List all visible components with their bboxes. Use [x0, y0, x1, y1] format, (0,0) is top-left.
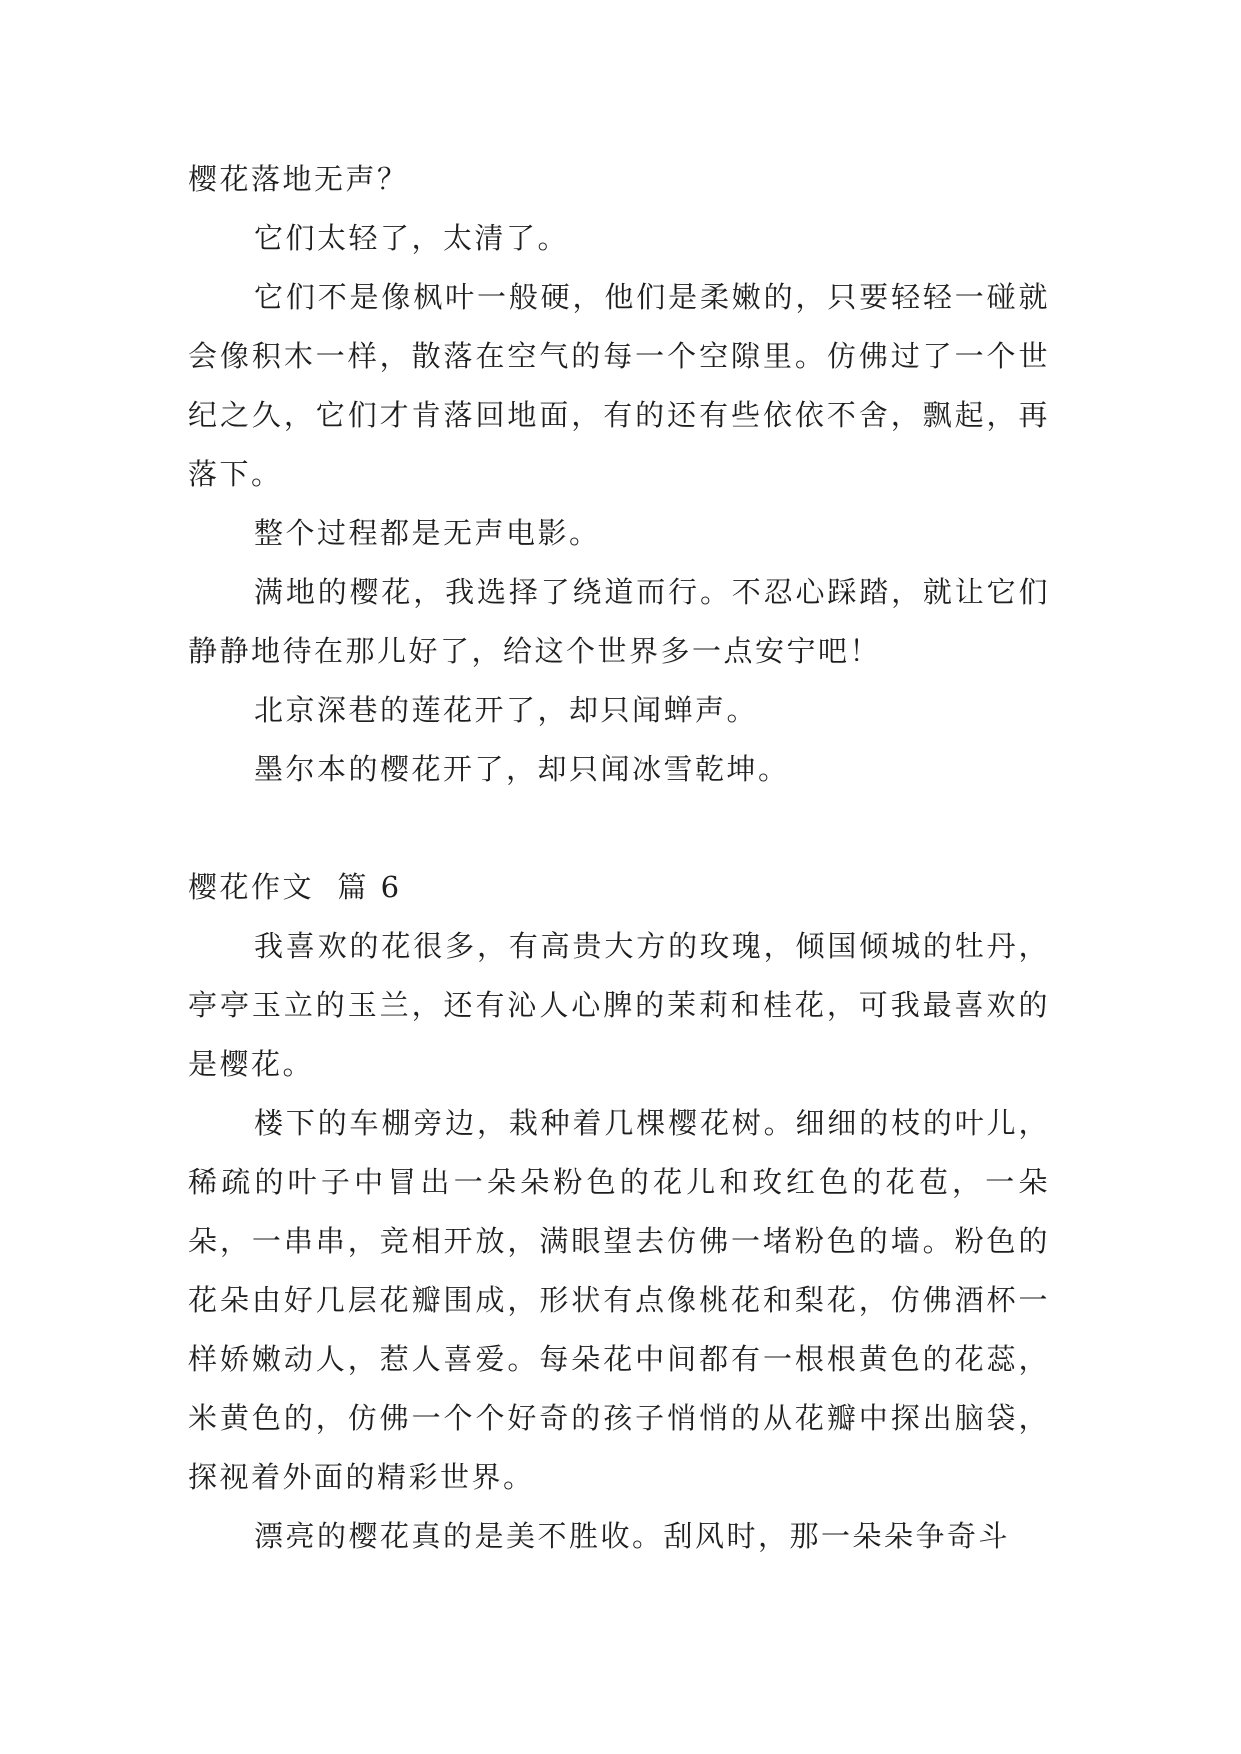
paragraph: 整个过程都是无声电影。	[254, 516, 601, 550]
paragraph: 北京深巷的莲花开了，却只闻蝉声。	[254, 693, 759, 727]
document-page	[188, 150, 1050, 1566]
section-heading: 樱花作文 篇 6	[188, 870, 402, 904]
opening-line: 樱花落地无声？	[188, 162, 409, 196]
paragraph: 墨尔本的樱花开了，却只闻冰雪乾坤。	[254, 752, 790, 786]
paragraph: 楼下的车棚旁边，栽种着几棵樱花树。细细的枝的叶儿，稀疏的叶子中冒出一朵朵粉色的花儿和玫红色的花苞，一朵朵，一串串，竞相开放，满眼望去仿佛一堵粉色的墙。粉色的花朵由好几层花瓣围成，形状有点像桃花和梨花，仿佛酒杯一样娇嫩动人，惹人喜爱。每朵花中间都有一根根黄色的花蕊，米黄色的，仿佛一个个好奇的孩子悄悄的从花瓣中探出脑袋，探视着外面的精彩世界。	[188, 1106, 1050, 1494]
paragraph: 满地的樱花，我选择了绕道而行。不忍心踩踏，就让它们静静地待在那儿好了，给这个世界多一点安宁吧！	[188, 575, 1050, 668]
paragraph: 它们不是像枫叶一般硬，他们是柔嫩的，只要轻轻一碰就会像积木一样，散落在空气的每一个空隙里。仿佛过了一个世纪之久，它们才肯落回地面，有的还有些依依不舍，飘起，再落下。	[188, 280, 1050, 491]
paragraph: 我喜欢的花很多，有高贵大方的玫瑰，倾国倾城的牡丹，亭亭玉立的玉兰，还有沁人心脾的茉莉和桂花，可我最喜欢的是樱花。	[188, 929, 1050, 1081]
paragraph: 它们太轻了，太清了。	[254, 221, 570, 255]
section-gap	[188, 799, 1050, 858]
paragraph: 漂亮的樱花真的是美不胜收。刮风时，那一朵朵争奇斗	[254, 1519, 1011, 1553]
